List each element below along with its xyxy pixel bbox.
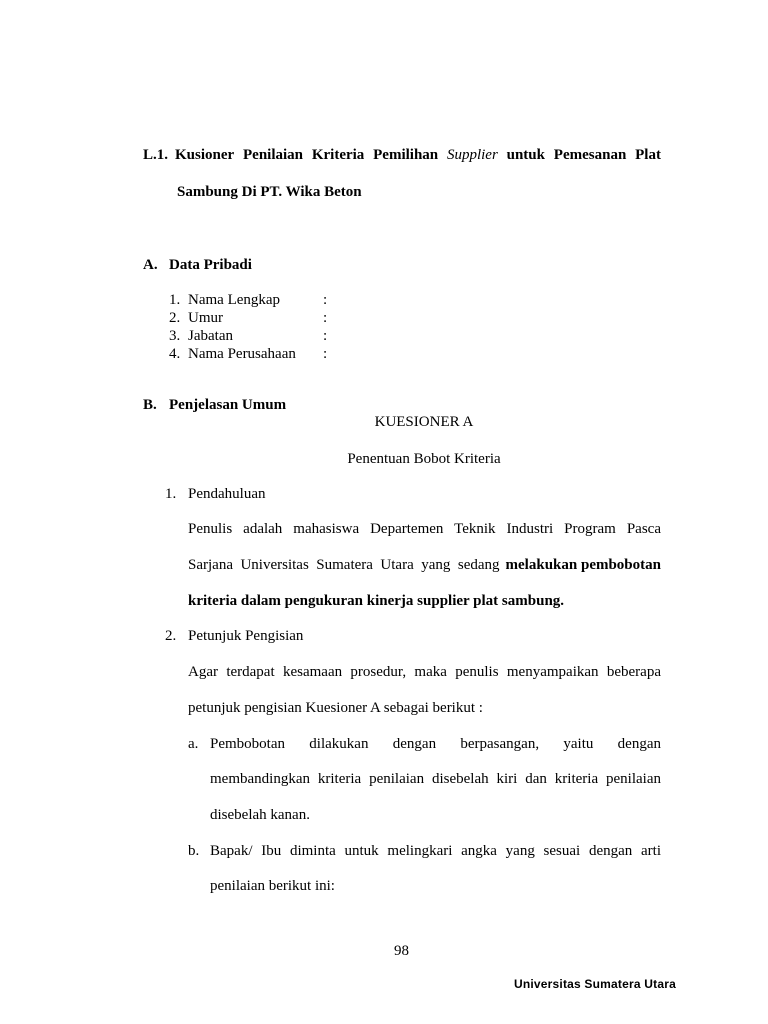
field-colon: : [323,328,328,344]
heading-word: Kriteria [311,147,365,163]
field-colon: : [323,346,328,362]
sub-a-letter: a. [188,736,199,752]
field-label: Umur [188,310,223,326]
item1-line2 [188,557,661,574]
item1-line2-bold: melakukan pembobotan [505,557,661,573]
heading-line1 [175,147,661,164]
sub-b-line2: penilaian berikut ini: [210,878,335,894]
page-number: 98 [394,943,409,959]
section-a-title: Data Pribadi [169,257,252,273]
field-num: 4. [169,346,181,362]
heading-word: Plat [635,147,661,163]
sub-b-letter: b. [188,843,200,859]
field-colon: : [323,292,328,308]
heading-word: Penilaian [243,147,304,163]
item2-line2: petunjuk pengisian Kuesioner A sebagai berikut : [188,700,483,716]
field-num: 3. [169,328,181,344]
section-b-title: Penjelasan Umum [169,397,287,413]
heading-line2: Sambung Di PT. Wika Beton [177,184,362,200]
field-colon: : [323,310,328,326]
field-label: Nama Lengkap [188,292,281,308]
section-a-letter: A. [143,257,158,273]
item1-line1: Penulis adalah mahasiswa Departemen Teknik Industri Program Pasca [188,521,661,537]
field-label: Jabatan [188,328,233,344]
field-label: Nama Perusahaan [188,346,296,362]
heading-word: Kusioner [175,147,235,163]
questionnaire-title: KUESIONER A [374,414,474,430]
item1-num: 1. [165,486,177,502]
field-num: 2. [169,310,181,326]
item2-line1: Agar terdapat kesamaan prosedur, maka penulis menyampaikan beberapa [188,664,661,680]
sub-a-line2: membandingkan kriteria penilaian disebelah kiri dan kriteria penilaian [210,771,661,787]
item2-num: 2. [165,628,177,644]
item1-title: Pendahuluan [188,486,266,502]
sub-a-line3: disebelah kanan. [210,807,310,823]
item1-line2-plain: Sarjana Universitas Sumatera Utara yang sedang [188,557,500,573]
heading-word: Pemilihan [373,147,439,163]
sub-b-line1: Bapak/ Ibu diminta untuk melingkari angka yang sesuai dengan arti [210,843,661,859]
item1-line3: kriteria dalam pengukuran kinerja supplier plat sambung. [188,593,565,609]
heading-word: Pemesanan [553,147,627,163]
field-num: 1. [169,292,181,308]
sub-a-line1: Pembobotan dilakukan dengan berpasangan, yaitu dengan [210,736,661,752]
heading-number: L.1. [143,147,169,163]
heading-word: untuk [506,147,545,163]
item2-title: Petunjuk Pengisian [188,628,304,644]
footer-university: Universitas Sumatera Utara [514,977,676,991]
section-b-letter: B. [143,397,157,413]
questionnaire-subtitle: Penentuan Bobot Kriteria [347,451,501,467]
heading-word-italic: Supplier [446,147,498,163]
